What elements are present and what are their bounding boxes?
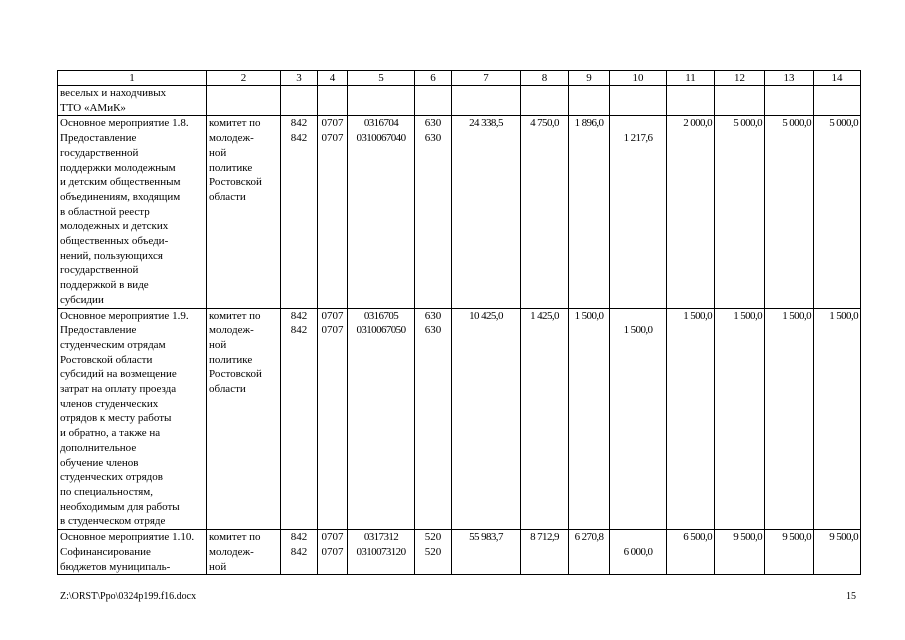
header-cell: 6 <box>415 71 452 86</box>
header-cell: 1 <box>58 71 207 86</box>
amount-cell: 9 500,0 <box>765 530 814 575</box>
header-cell: 3 <box>281 71 318 86</box>
grbs-code-cell: 842 842 <box>281 116 318 308</box>
header-cell: 10 <box>610 71 667 86</box>
total-amount-cell <box>452 86 521 116</box>
target-article-cell: 0316705 0310067050 <box>348 308 415 530</box>
budget-table <box>57 70 861 575</box>
section-code-cell: 0707 0707 <box>318 308 348 530</box>
amount-cell: 1 500,0 <box>569 308 610 530</box>
header-cell: 9 <box>569 71 610 86</box>
executor-cell: комитет по молодеж- ной политике Ростовской области <box>207 116 281 308</box>
executor-cell: комитет по молодеж- ной <box>207 530 281 575</box>
amount-cell: 5 000,0 <box>765 116 814 308</box>
amount-cell: 1 500,0 <box>814 308 861 530</box>
section-code-cell: 0707 0707 <box>318 530 348 575</box>
amount-cell: 8 712,9 <box>521 530 569 575</box>
amount-cell <box>569 86 610 116</box>
target-article-cell <box>348 86 415 116</box>
table-row <box>58 308 861 530</box>
header-cell: 7 <box>452 71 521 86</box>
total-amount-cell: 24 338,5 <box>452 116 521 308</box>
amount-cell <box>814 86 861 116</box>
total-amount-cell: 10 425,0 <box>452 308 521 530</box>
amount-cell <box>715 86 765 116</box>
executor-cell: комитет по молодеж- ной политике Ростовской области <box>207 308 281 530</box>
amount-cell: 4 750,0 <box>521 116 569 308</box>
page-number: 15 <box>846 591 856 602</box>
amount-cell: 9 500,0 <box>715 530 765 575</box>
amount-cell: 1 896,0 <box>569 116 610 308</box>
target-article-cell: 0317312 0310073120 <box>348 530 415 575</box>
table-row <box>58 86 861 116</box>
measure-description: Основное мероприятие 1.10. Софинансирование бюджетов муниципаль- <box>58 530 207 575</box>
header-row <box>58 71 861 86</box>
amount-cell: 1 500,0 <box>610 308 667 530</box>
footer-file-path: Z:\ORST\Ppo\0324p199.f16.docx <box>60 591 197 602</box>
amount-cell: 5 000,0 <box>715 116 765 308</box>
expense-type-cell: 630 630 <box>415 308 452 530</box>
header-cell: 12 <box>715 71 765 86</box>
measure-description: Основное мероприятие 1.8. Предоставление государственной поддержки молодежным и детским общественным объединениям, входящим в областной реестр молодежных и детских общественных объеди- нений, пользующихся государственной поддержкой в виде субсидии <box>58 116 207 308</box>
header-cell: 4 <box>318 71 348 86</box>
measure-description: веселых и находчивых ТТО «АМиК» <box>58 86 207 116</box>
amount-cell <box>610 86 667 116</box>
grbs-code-cell <box>281 86 318 116</box>
header-cell: 14 <box>814 71 861 86</box>
amount-cell: 2 000,0 <box>667 116 715 308</box>
amount-cell <box>521 86 569 116</box>
amount-cell: 1 500,0 <box>667 308 715 530</box>
expense-type-cell: 520 520 <box>415 530 452 575</box>
table-row <box>58 116 861 308</box>
section-code-cell: 0707 0707 <box>318 116 348 308</box>
grbs-code-cell: 842 842 <box>281 530 318 575</box>
amount-cell: 9 500,0 <box>814 530 861 575</box>
measure-description: Основное мероприятие 1.9. Предоставление студенческим отрядам Ростовской области субсидий на возмещение затрат на оплату проезда членов студенческих отрядов к месту работы и обратно, а также на дополнительное обучение членов студенческих отрядов по специальностям, необходимым для работы в студенческом отряде <box>58 308 207 530</box>
amount-cell: 1 500,0 <box>765 308 814 530</box>
executor-cell <box>207 86 281 116</box>
amount-cell <box>667 86 715 116</box>
header-cell: 5 <box>348 71 415 86</box>
amount-cell: 1 500,0 <box>715 308 765 530</box>
header-cell: 13 <box>765 71 814 86</box>
expense-type-cell <box>415 86 452 116</box>
amount-cell: 1 217,6 <box>610 116 667 308</box>
grbs-code-cell: 842 842 <box>281 308 318 530</box>
header-cell: 8 <box>521 71 569 86</box>
target-article-cell: 0316704 0310067040 <box>348 116 415 308</box>
header-cell: 2 <box>207 71 281 86</box>
amount-cell: 1 425,0 <box>521 308 569 530</box>
table-row <box>58 530 861 575</box>
expense-type-cell: 630 630 <box>415 116 452 308</box>
header-cell: 11 <box>667 71 715 86</box>
amount-cell: 6 270,8 <box>569 530 610 575</box>
amount-cell: 5 000,0 <box>814 116 861 308</box>
amount-cell: 6 500,0 <box>667 530 715 575</box>
total-amount-cell: 55 983,7 <box>452 530 521 575</box>
section-code-cell <box>318 86 348 116</box>
amount-cell: 6 000,0 <box>610 530 667 575</box>
amount-cell <box>765 86 814 116</box>
